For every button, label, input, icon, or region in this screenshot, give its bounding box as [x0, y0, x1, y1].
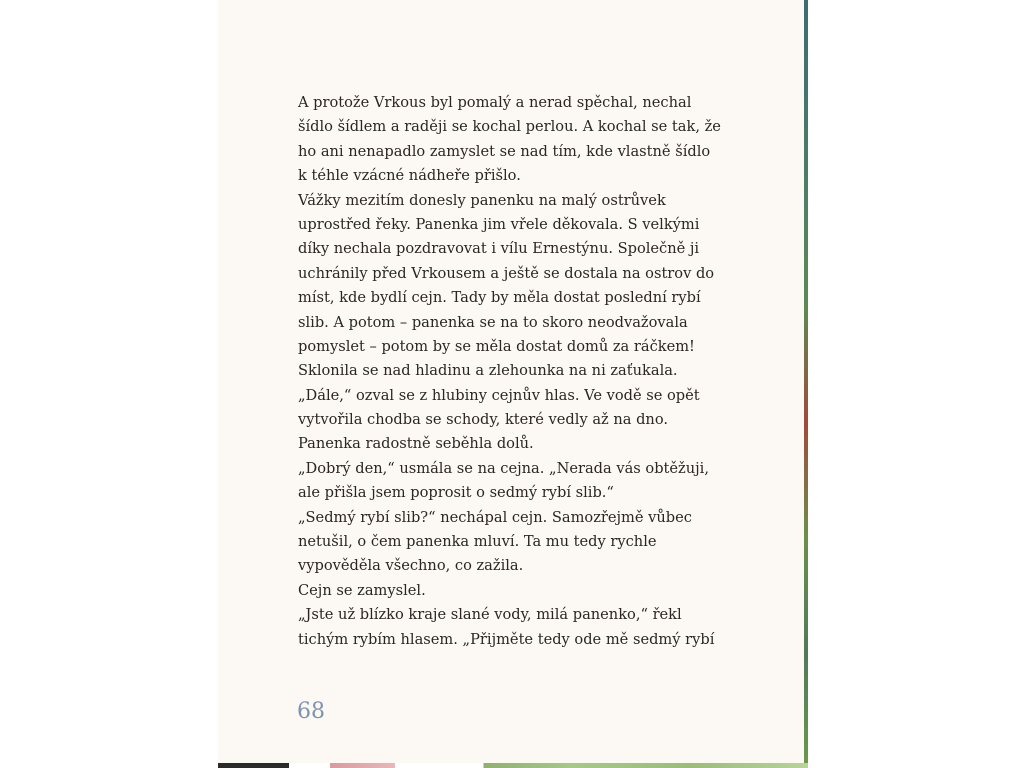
page-text: [298, 91, 738, 652]
text-line: „Dobrý den,“ usmála se na cejna. „Nerada vás obtěžuji,: [298, 459, 709, 477]
text-line: „Sedmý rybí slib?“ nechápal cejn. Samozřejmě vůbec: [298, 508, 692, 526]
text-line: ho ani nenapadlo zamyslet se nad tím, kde vlastně šídlo: [298, 142, 711, 160]
text-line: uchránily před Vrkousem a ještě se dostala na ostrov do: [298, 264, 715, 282]
text-line: ale přišla jsem poprosit o sedmý rybí slib.“: [298, 484, 614, 502]
text-line: „Jste už blízko kraje slané vody, milá panenko,“ řekl: [298, 606, 682, 624]
text-line: díky nechala pozdravovat i vílu Ernestýnu. Společně ji: [298, 240, 700, 258]
text-line: netušil, o čem panenka mluví. Ta mu tedy rychle: [298, 533, 657, 551]
text-line: vytvořila chodba se schody, které vedly až na dno.: [298, 411, 669, 429]
text-line: A protože Vrkous byl pomalý a nerad spěchal, nechal: [298, 94, 692, 111]
text-line: míst, kde bydlí cejn. Tady by měla dostat poslední rybí: [298, 289, 701, 307]
text-line: vypověděla všechno, co zažila.: [298, 557, 524, 575]
text-line: šídlo šídlem a raději se kochal perlou. A kochal se tak, že: [298, 118, 721, 136]
page-number: 68: [297, 699, 325, 724]
illustration-page-edge: [804, 0, 808, 768]
text-line: pomyslet – potom by se měla dostat domů za ráčkem!: [298, 337, 695, 355]
text-line: Sklonila se nad hladinu a zlehounka na ni zaťukala.: [298, 362, 678, 380]
illustration-page-bottom-edge: [218, 763, 808, 768]
text-line: Vážky mezitím donesly panenku na malý ostrůvek: [298, 191, 666, 209]
text-line: „Dále,“ ozval se z hlubiny cejnův hlas. Ve vodě se opět: [298, 386, 700, 404]
book-page: [218, 0, 804, 763]
text-line: slib. A potom – panenka se na to skoro neodvažovala: [298, 313, 688, 331]
text-line: Cejn se zamyslel.: [298, 581, 426, 599]
text-line: uprostřed řeky. Panenka jim vřele děkovala. S velkými: [298, 215, 700, 233]
text-line: Panenka radostně seběhla dolů.: [298, 435, 534, 453]
text-line: k téhle vzácné nádheře přišlo.: [298, 167, 521, 185]
text-line: tichým rybím hlasem. „Přijměte tedy ode mě sedmý rybí: [298, 630, 715, 648]
